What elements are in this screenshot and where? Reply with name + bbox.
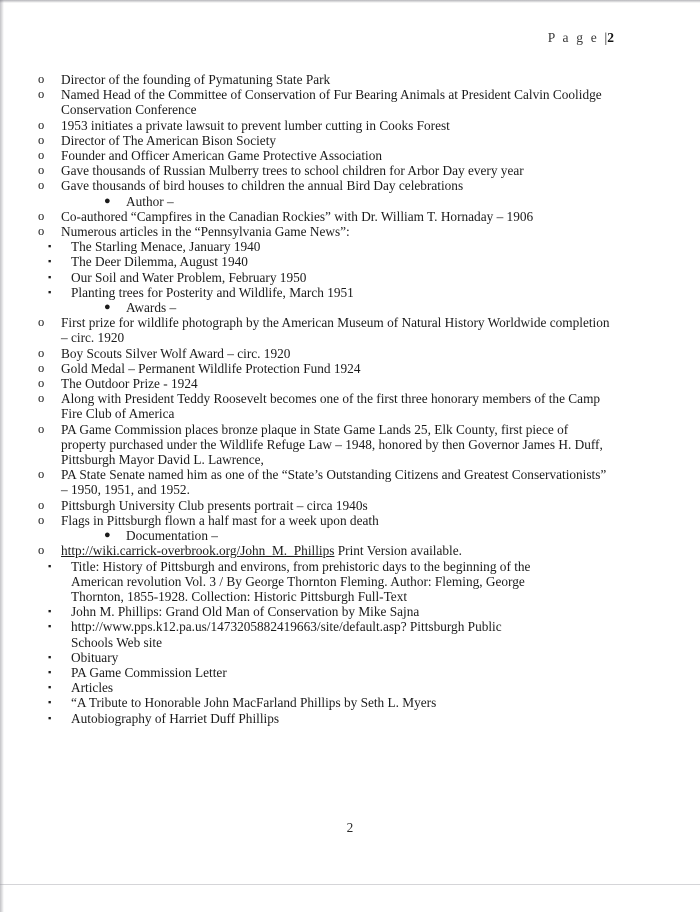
list-item bbox=[38, 87, 700, 117]
list-item-text: Gold Medal – Permanent Wildlife Protection Fund 1924 bbox=[61, 360, 361, 376]
section-items bbox=[0, 543, 700, 725]
list-item bbox=[38, 376, 700, 391]
list-item-text: Gave thousands of Russian Mulberry trees to school children for Arbor Day every year bbox=[61, 163, 524, 179]
sub-list-item-text: http://www.pps.k12.pa.us/1473205882419663/site/default.asp? Pittsburgh Public Schools Web site bbox=[71, 619, 502, 650]
sub-list-item-text: Our Soil and Water Problem, February 1950 bbox=[71, 269, 307, 285]
list-bullet-level2-icon: o bbox=[38, 345, 45, 360]
list-bullet-level2-icon: o bbox=[38, 512, 45, 527]
sub-list-item-text: Autobiography of Harriet Duff Phillips bbox=[71, 710, 280, 726]
list-bullet-level3-icon: ▪ bbox=[48, 272, 52, 283]
list-bullet-level2-icon: o bbox=[38, 163, 45, 178]
list-bullet-level3-icon: ▪ bbox=[48, 561, 52, 572]
list-bullet-level2-icon: o bbox=[38, 87, 45, 102]
list-item bbox=[38, 163, 700, 178]
sub-list-item bbox=[48, 285, 616, 300]
page-header-label: P a g e bbox=[547, 30, 605, 45]
list-bullet-level2-icon: o bbox=[38, 148, 45, 163]
list-bullet-level2-icon: o bbox=[38, 543, 45, 558]
sub-list-item bbox=[48, 695, 616, 710]
list-item-text: Director of The American Bison Society bbox=[61, 132, 277, 148]
list-item-text: Numerous articles in the “Pennsylvania Game News”: bbox=[61, 224, 350, 240]
list-item bbox=[38, 118, 700, 133]
list-item bbox=[38, 148, 700, 163]
sub-list-item bbox=[48, 559, 616, 605]
list-item bbox=[38, 224, 700, 239]
scan-edge-top bbox=[0, 0, 700, 3]
sub-list-item-text: Obituary bbox=[71, 649, 119, 665]
list-bullet-level2-icon: o bbox=[38, 132, 45, 147]
list-bullet-level2-icon: o bbox=[38, 178, 45, 193]
section-heading-text: Awards – bbox=[126, 300, 177, 316]
sub-list-item-text: The Deer Dilemma, August 1940 bbox=[71, 254, 248, 270]
list-bullet-level2-icon: o bbox=[38, 224, 45, 239]
section-heading-text: Documentation – bbox=[126, 528, 218, 544]
list-bullet-level3-icon: ▪ bbox=[48, 683, 52, 694]
sub-list-item-text: Articles bbox=[71, 680, 114, 696]
list-bullet-level2-icon: o bbox=[38, 208, 45, 223]
list-bullet-level1-icon: ● bbox=[104, 529, 111, 542]
list-item bbox=[38, 467, 700, 497]
page-footer bbox=[0, 820, 700, 836]
sub-list-wrapper bbox=[0, 239, 700, 300]
section-3 bbox=[0, 528, 700, 726]
list-bullet-level1-icon: ● bbox=[104, 301, 111, 314]
scan-artifact-line bbox=[0, 884, 700, 885]
page-header-number: 2 bbox=[607, 30, 614, 45]
list-item-text: http://wiki.carrick-overbrook.org/John_M._Phillips Print Version available. bbox=[61, 543, 462, 559]
sub-list bbox=[0, 559, 616, 726]
list-bullet-level2-icon: o bbox=[38, 391, 45, 406]
list-item-text: Flags in Pittsburgh flown a half mast for a week upon death bbox=[61, 512, 379, 528]
list-bullet-level3-icon: ▪ bbox=[48, 622, 52, 633]
sub-list bbox=[0, 239, 616, 300]
list-item-text: Along with President Teddy Roosevelt becomes one of the first three honorary members of the Camp Fire Club of America bbox=[61, 391, 601, 422]
list-item bbox=[38, 72, 700, 87]
list-item bbox=[38, 178, 700, 193]
section-2 bbox=[0, 300, 700, 528]
sub-list-item bbox=[48, 711, 616, 726]
page-header bbox=[548, 30, 614, 46]
list-item bbox=[38, 498, 700, 513]
section-items bbox=[0, 209, 700, 300]
sub-list-item bbox=[48, 619, 616, 649]
list-bullet-level3-icon: ▪ bbox=[48, 713, 52, 724]
list-item bbox=[38, 133, 700, 148]
list-bullet-level3-icon: ▪ bbox=[48, 698, 52, 709]
documentation-link[interactable]: http://wiki.carrick-overbrook.org/John_M._Phillips bbox=[61, 543, 335, 559]
section-items bbox=[0, 315, 700, 528]
list-item-text: Boy Scouts Silver Wolf Award – circ. 1920 bbox=[61, 345, 291, 361]
sub-list-item-text: The Starling Menace, January 1940 bbox=[71, 239, 261, 255]
list-item-text: Pittsburgh University Club presents portrait – circa 1940s bbox=[61, 497, 368, 513]
list-item-text: Director of the founding of Pymatuning State Park bbox=[61, 72, 331, 87]
intro-list bbox=[0, 72, 700, 194]
list-bullet-level2-icon: o bbox=[38, 497, 45, 512]
list-item-text: First prize for wildlife photograph by the American Museum of Natural History Worldwide completion – circ. 1920 bbox=[61, 315, 610, 346]
section-heading bbox=[104, 528, 700, 543]
list-item bbox=[38, 209, 700, 224]
list-bullet-level3-icon: ▪ bbox=[48, 667, 52, 678]
section-heading-text: Author – bbox=[126, 193, 174, 209]
list-item-text: 1953 initiates a private lawsuit to prevent lumber cutting in Cooks Forest bbox=[61, 117, 450, 133]
section-heading bbox=[104, 194, 700, 209]
list-item-text: Co-authored “Campfires in the Canadian Rockies” with Dr. William T. Hornaday – 1906 bbox=[61, 208, 534, 224]
list-item-text: Founder and Officer American Game Protective Association bbox=[61, 148, 383, 164]
list-item-text: PA State Senate named him as one of the “State’s Outstanding Citizens and Greatest Conservationists” – 1950, 1951, and 1952. bbox=[61, 467, 607, 498]
list-item-text: Gave thousands of bird houses to children the annual Bird Day celebrations bbox=[61, 178, 464, 194]
list-bullet-level1-icon: ● bbox=[104, 194, 111, 207]
sub-list-item-text: John M. Phillips: Grand Old Man of Conservation by Mike Sajna bbox=[71, 604, 420, 620]
list-item bbox=[38, 361, 700, 376]
list-item-text: The Outdoor Prize - 1924 bbox=[61, 376, 198, 392]
list-bullet-level3-icon: ▪ bbox=[48, 652, 52, 663]
sub-list-item bbox=[48, 680, 616, 695]
sub-list-item-text: PA Game Commission Letter bbox=[71, 664, 227, 680]
list-item bbox=[38, 422, 700, 468]
sub-list-item bbox=[48, 270, 616, 285]
sub-list-wrapper bbox=[0, 559, 700, 726]
section-heading bbox=[104, 300, 700, 315]
page-header-separator: | bbox=[604, 30, 608, 45]
list-item bbox=[38, 513, 700, 528]
list-item-text: Named Head of the Committee of Conservation of Fur Bearing Animals at President Calvin Coolidge Conservation Conference bbox=[61, 87, 602, 118]
list-bullet-level2-icon: o bbox=[38, 467, 45, 482]
sub-list-item-text: Planting trees for Posterity and Wildlife, March 1951 bbox=[71, 284, 354, 300]
sections-container bbox=[0, 194, 700, 726]
sub-list-item-text: Title: History of Pittsburgh and environs, from prehistoric days to the beginning of the American revolution Vol. 3 / By George Thornton Fleming. Author: Fleming, George Thornton, 1855-1928. Collection: Historic Pittsburgh Full-Text bbox=[71, 558, 531, 604]
list-bullet-level3-icon: ▪ bbox=[48, 242, 52, 253]
document-body bbox=[0, 72, 700, 726]
sub-list-item-text: “A Tribute to Honorable John MacFarland Phillips by Seth L. Myers bbox=[71, 695, 437, 711]
list-bullet-level3-icon: ▪ bbox=[48, 257, 52, 268]
list-bullet-level2-icon: o bbox=[38, 360, 45, 375]
sub-list-item bbox=[48, 254, 616, 269]
list-item bbox=[38, 543, 700, 558]
sub-list-item bbox=[48, 650, 616, 665]
list-item bbox=[38, 391, 700, 421]
sub-list-item bbox=[48, 604, 616, 619]
sub-list-item bbox=[48, 665, 616, 680]
list-bullet-level3-icon: ▪ bbox=[48, 287, 52, 298]
list-bullet-level3-icon: ▪ bbox=[48, 607, 52, 618]
list-bullet-level2-icon: o bbox=[38, 117, 45, 132]
list-item-text: PA Game Commission places bronze plaque in State Game Lands 25, Elk County, first piece of property purchased under the Wildlife Refuge Law – 1948, honored by then Governor James H. Duff, Pittsburgh Mayor David L. Lawrence, bbox=[61, 421, 603, 468]
list-bullet-level2-icon: o bbox=[38, 72, 45, 86]
section-1 bbox=[0, 194, 700, 300]
list-item bbox=[38, 315, 700, 345]
footer-page-number: 2 bbox=[346, 820, 354, 835]
list-item bbox=[38, 346, 700, 361]
sub-list-item bbox=[48, 239, 616, 254]
list-bullet-level2-icon: o bbox=[38, 421, 45, 436]
list-bullet-level2-icon: o bbox=[38, 315, 45, 330]
list-bullet-level2-icon: o bbox=[38, 376, 45, 391]
